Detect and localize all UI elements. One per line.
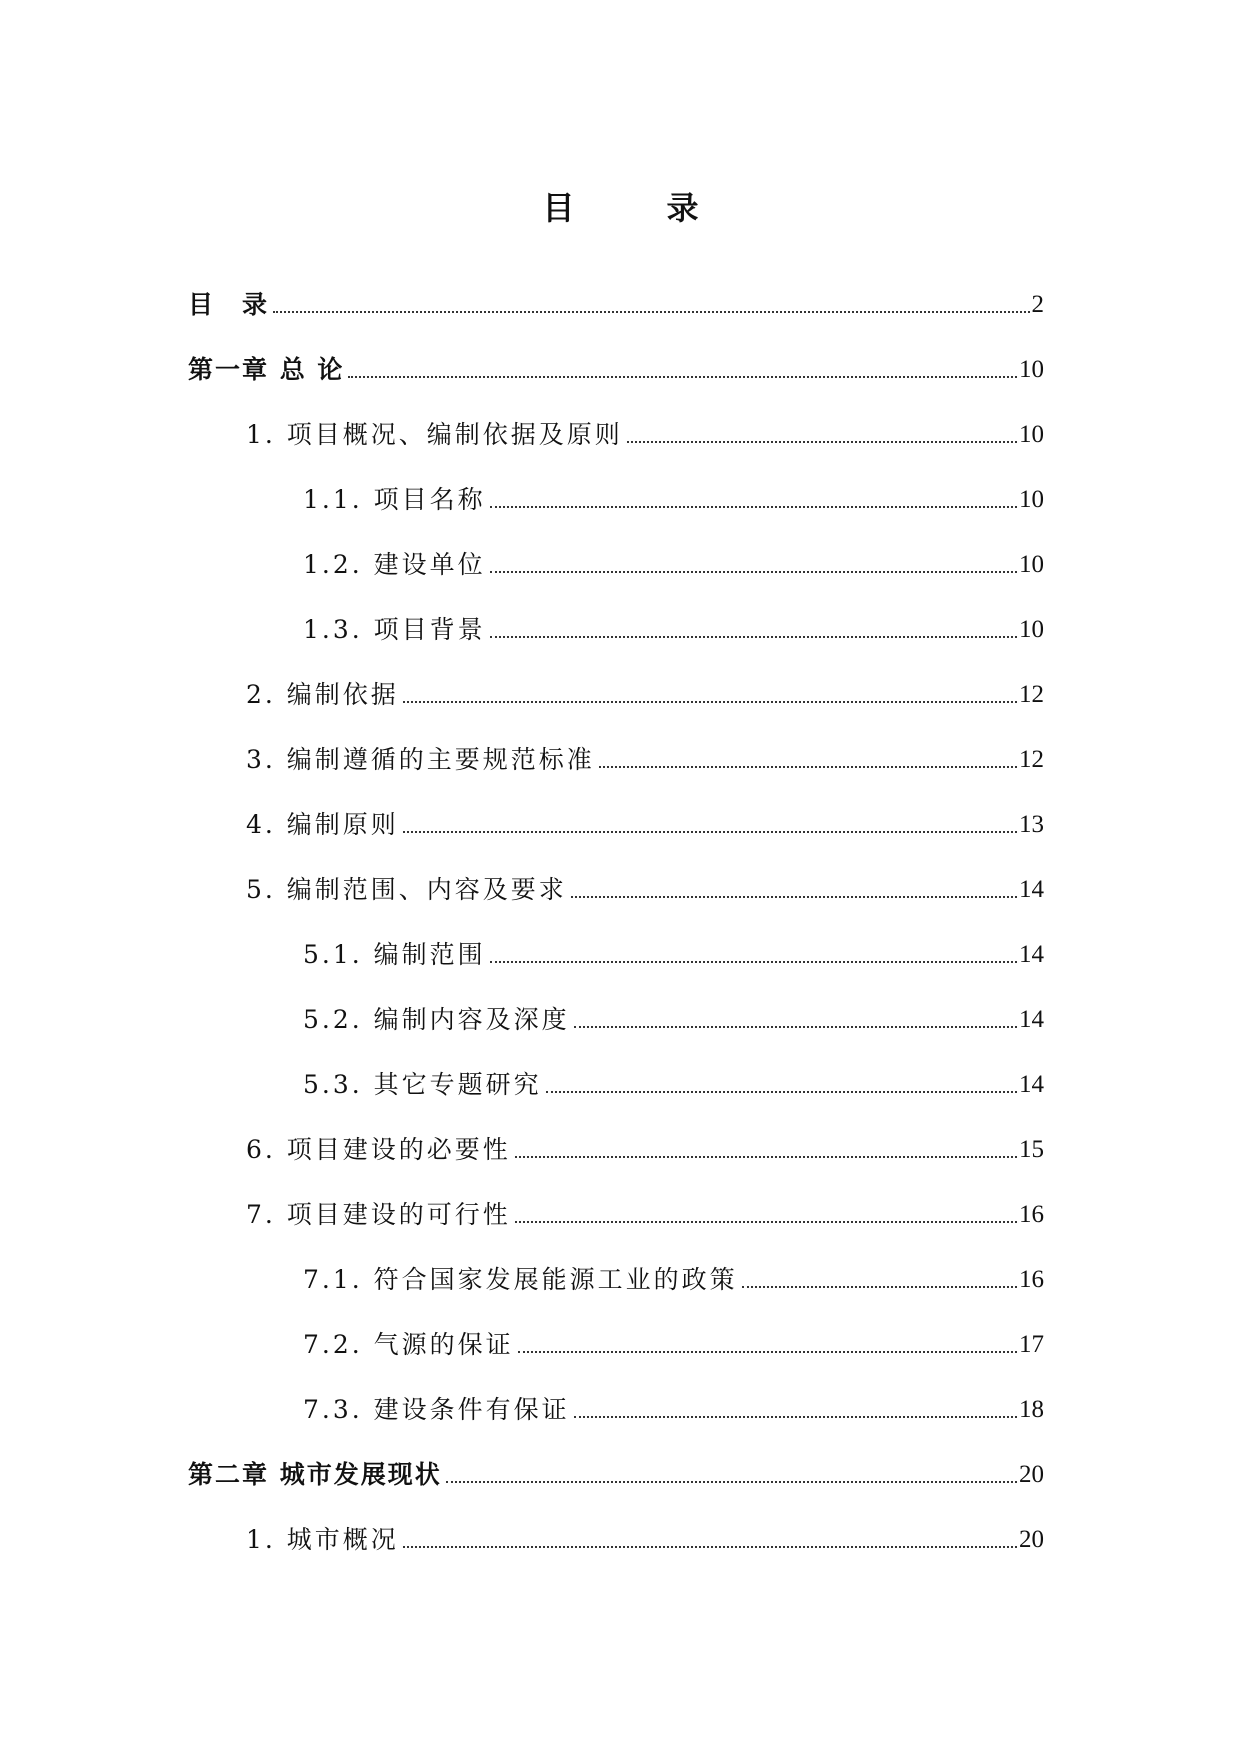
dot-leader bbox=[273, 311, 1029, 313]
toc-section[interactable] bbox=[246, 808, 1044, 842]
toc-entry-page: 13 bbox=[1019, 811, 1044, 838]
toc-entry-page: 18 bbox=[1019, 1396, 1044, 1423]
toc-entry-label: 7.1. 符合国家发展能源工业的政策 bbox=[303, 1265, 738, 1294]
toc-entry-page: 20 bbox=[1019, 1526, 1044, 1553]
toc-entry-page: 14 bbox=[1019, 941, 1044, 968]
dot-leader bbox=[574, 1026, 1017, 1028]
toc-subsection[interactable] bbox=[303, 1393, 1044, 1427]
toc-entry-label: 4. 编制原则 bbox=[246, 810, 399, 839]
dot-leader bbox=[515, 1156, 1017, 1158]
toc-section[interactable] bbox=[246, 743, 1044, 777]
toc-entry-label: 5.2. 编制内容及深度 bbox=[303, 1005, 570, 1034]
dot-leader bbox=[627, 441, 1017, 443]
dot-leader bbox=[515, 1221, 1017, 1223]
toc-entry-label: 6. 项目建设的必要性 bbox=[246, 1135, 511, 1164]
dot-leader bbox=[518, 1351, 1017, 1353]
toc-entry-page: 15 bbox=[1019, 1136, 1044, 1163]
toc-entry-label: 1.3. 项目背景 bbox=[303, 615, 486, 644]
toc-entry-label: 1.2. 建设单位 bbox=[303, 550, 486, 579]
toc-subsection[interactable] bbox=[303, 938, 1044, 972]
toc-entry-label: 7.2. 气源的保证 bbox=[303, 1330, 514, 1359]
toc-entry-page: 20 bbox=[1019, 1461, 1044, 1488]
dot-leader bbox=[546, 1091, 1017, 1093]
toc-entry-label: 1. 项目概况、编制依据及原则 bbox=[246, 420, 623, 449]
toc-entry-label: 第二章 城市发展现状 bbox=[188, 1460, 442, 1489]
toc-entry-label: 目 录 bbox=[188, 290, 270, 319]
toc-section[interactable] bbox=[246, 418, 1044, 452]
toc-entry-label: 7.3. 建设条件有保证 bbox=[303, 1395, 570, 1424]
toc-entry-label: 7. 项目建设的可行性 bbox=[246, 1200, 511, 1229]
toc-entry-label: 1.1. 项目名称 bbox=[303, 485, 486, 514]
toc-entry-page: 10 bbox=[1019, 356, 1044, 383]
toc-entry-page: 10 bbox=[1019, 421, 1044, 448]
toc-entry-label: 第一章 总 论 bbox=[188, 355, 345, 384]
toc-entry[interactable] bbox=[188, 288, 1044, 322]
toc-subsection[interactable] bbox=[303, 1003, 1044, 1037]
dot-leader bbox=[348, 376, 1017, 378]
toc-section[interactable] bbox=[246, 1198, 1044, 1232]
dot-leader bbox=[490, 636, 1017, 638]
toc-entry-page: 16 bbox=[1019, 1266, 1044, 1293]
page-title: 目 录 bbox=[542, 189, 729, 227]
toc-entry-label: 1. 城市概况 bbox=[246, 1525, 399, 1554]
toc-entry-label: 5. 编制范围、内容及要求 bbox=[246, 875, 567, 904]
toc-subsection[interactable] bbox=[303, 613, 1044, 647]
dot-leader bbox=[571, 896, 1017, 898]
toc-entry-page: 17 bbox=[1019, 1331, 1044, 1358]
dot-leader bbox=[403, 831, 1017, 833]
toc-entry-page: 2 bbox=[1031, 291, 1044, 318]
toc-entry-label: 5.1. 编制范围 bbox=[303, 940, 486, 969]
toc-entry-label: 3. 编制遵循的主要规范标准 bbox=[246, 745, 595, 774]
toc-chapter[interactable] bbox=[188, 1458, 1044, 1492]
dot-leader bbox=[403, 701, 1017, 703]
toc-entry-page: 10 bbox=[1019, 616, 1044, 643]
toc-subsection[interactable] bbox=[303, 1328, 1044, 1362]
dot-leader bbox=[574, 1416, 1017, 1418]
toc-chapter[interactable] bbox=[188, 353, 1044, 387]
dot-leader bbox=[490, 506, 1017, 508]
toc-section[interactable] bbox=[246, 678, 1044, 712]
toc-subsection[interactable] bbox=[303, 483, 1044, 517]
dot-leader bbox=[490, 961, 1017, 963]
toc-entry-label: 2. 编制依据 bbox=[246, 680, 399, 709]
toc-section[interactable] bbox=[246, 1133, 1044, 1167]
toc-entry-page: 10 bbox=[1019, 486, 1044, 513]
dot-leader bbox=[446, 1481, 1017, 1483]
toc-subsection[interactable] bbox=[303, 1263, 1044, 1297]
dot-leader bbox=[742, 1286, 1017, 1288]
toc-entry-page: 14 bbox=[1019, 1071, 1044, 1098]
dot-leader bbox=[490, 571, 1017, 573]
toc-entry-page: 10 bbox=[1019, 551, 1044, 578]
toc-entry-page: 14 bbox=[1019, 876, 1044, 903]
toc-entry-page: 14 bbox=[1019, 1006, 1044, 1033]
toc-subsection[interactable] bbox=[303, 548, 1044, 582]
toc-entry-page: 12 bbox=[1019, 746, 1044, 773]
toc-section[interactable] bbox=[246, 1523, 1044, 1557]
dot-leader bbox=[403, 1546, 1017, 1548]
toc-subsection[interactable] bbox=[303, 1068, 1044, 1102]
toc-section[interactable] bbox=[246, 873, 1044, 907]
toc-entry-page: 16 bbox=[1019, 1201, 1044, 1228]
toc-entry-page: 12 bbox=[1019, 681, 1044, 708]
dot-leader bbox=[599, 766, 1017, 768]
toc-entry-label: 5.3. 其它专题研究 bbox=[303, 1070, 542, 1099]
